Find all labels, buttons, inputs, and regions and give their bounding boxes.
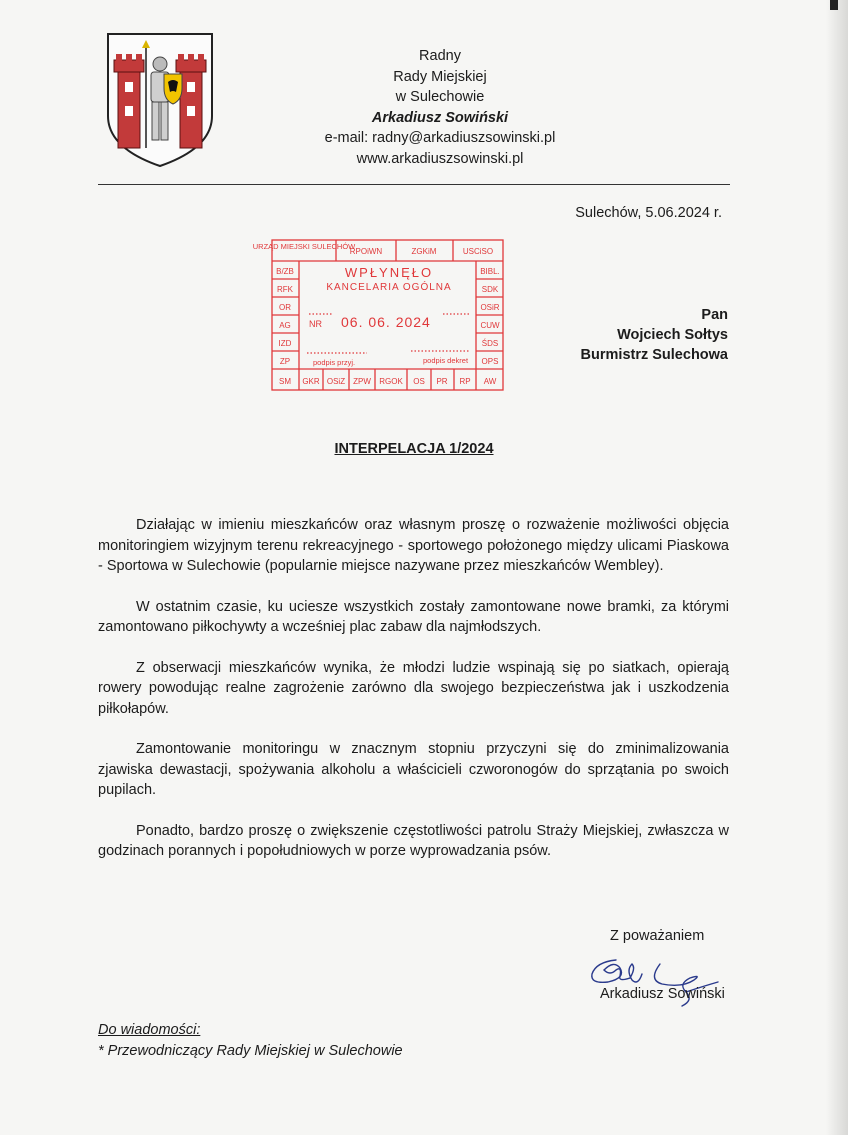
stamp-bottom-cell: OSiZ	[326, 377, 346, 386]
stamp-left-cell: IZD	[278, 339, 292, 348]
addressee-block	[581, 305, 728, 365]
stamp-bottom-cell: ZPW	[353, 377, 371, 386]
cc-item: * Przewodniczący Rady Miejskiej w Sulechowie	[98, 1043, 403, 1059]
letterhead-line-3: w Sulechowie	[395, 89, 485, 105]
received-stamp	[252, 239, 504, 391]
stamp-left-cell: OR	[279, 303, 291, 312]
stamp-bottom-cell: GKR	[302, 377, 320, 386]
stamp-left-cell: AG	[279, 321, 291, 330]
stamp-title: WPŁYNĘŁO	[344, 265, 434, 280]
stamp-left-cell: ZP	[279, 357, 291, 366]
scan-edge-mark	[830, 0, 838, 10]
body-paragraph-3: Z obserwacji mieszkańców wynika, że młodzi ludzie wspinają się po siatkach, opierają rowery powodując realne zagrożenie zarówno dla swojego bezpieczeństwa jak i uszkodzenia piłkołapów.	[98, 659, 729, 717]
letterhead-website: www.arkadiuszsowinski.pl	[356, 150, 524, 167]
stamp-top-cell-2: RPOiWN	[349, 247, 383, 256]
body-paragraph-2: W ostatnim czasie, ku uciesze wszystkich zostały zamontowane nowe bramki, za którymi zamontowano piłkochywty a wcześniej plac zabaw dla najmłodszych.	[98, 598, 729, 635]
letterhead-name: Arkadiusz Sowiński	[371, 109, 509, 126]
stamp-right-cell: OSiR	[480, 303, 500, 312]
letterhead-email: e-mail: radny@arkadiuszsowinski.pl	[324, 130, 556, 146]
cc-label: Do wiadomości:	[98, 1022, 201, 1038]
stamp-nr-label: NR	[309, 319, 322, 329]
stamp-received-date: 06. 06. 2024	[341, 314, 431, 330]
document-title: INTERPELACJA 1/2024	[334, 441, 494, 457]
body-paragraph-4: Zamontowanie monitoringu w znacznym stopniu przyczyni się do zminimalizowania zjawiska dewastacji, spożywania alkoholu a właścicieli czworonogów do sprzątania po swoich pupilach.	[98, 741, 729, 798]
stamp-top-cell-3: ZGKiM	[411, 247, 437, 256]
stamp-bottom-cell: OS	[413, 377, 425, 386]
paper-edge	[826, 0, 848, 1135]
closing-phrase: Z poważaniem	[610, 928, 705, 944]
stamp-right-cell: SDK	[481, 285, 499, 294]
stamp-sign-received: podpis przyj.	[313, 358, 356, 367]
letter-date: Sulechów, 5.06.2024 r.	[575, 205, 722, 221]
coat-of-arms-icon	[104, 30, 216, 170]
letterhead-line-1: Radny	[419, 48, 461, 64]
stamp-sign-decree: podpis dekret	[423, 356, 469, 365]
stamp-right-cell: BIBL.	[480, 267, 500, 276]
body-paragraph-5: Ponadto, bardzo proszę o zwiększenie częstotliwości patrolu Straży Miejskiej, zwłaszcza w godzinach porannych i popołudniowych w porze wyprowadzania psów.	[98, 822, 729, 859]
stamp-bottom-cell: SM	[279, 377, 291, 386]
stamp-bottom-cell: RP	[459, 377, 471, 386]
stamp-right-cell: ŚDS	[481, 339, 499, 348]
stamp-left-cell: RFK	[277, 285, 293, 294]
stamp-top-cell-1: URZĄD MIEJSKI SULECHÓW	[252, 242, 356, 251]
stamp-left-cell: B/ZB	[276, 267, 294, 276]
handwritten-signature-icon	[586, 940, 726, 1018]
stamp-right-cell: OPS	[481, 357, 499, 366]
letterhead	[290, 46, 590, 169]
letterhead-line-2: Rady Miejskiej	[393, 68, 487, 85]
stamp-top-cell-4: USCiSO	[462, 247, 494, 256]
signer-name: Arkadiusz Sowiński	[600, 986, 725, 1002]
stamp-right-cell: CUW	[480, 321, 500, 330]
stamp-subtitle: KANCELARIA OGÓLNA	[326, 282, 452, 293]
letter-body	[98, 515, 729, 882]
addressee-title: Burmistrz Sulechowa	[580, 347, 728, 363]
addressee-salutation: Pan	[701, 307, 728, 323]
stamp-bottom-cell: AW	[483, 377, 497, 386]
stamp-bottom-cell: RGOK	[379, 377, 403, 386]
header-divider	[98, 184, 730, 185]
stamp-bottom-cell: PR	[436, 377, 448, 386]
addressee-name: Wojciech Sołtys	[617, 327, 728, 343]
body-paragraph-1: Działając w imieniu mieszkańców oraz własnym proszę o rozważenie możliwości objęcia monitoringiem wizyjnym terenu rekreacyjnego - sportowego położonego między ulicami Piaskowa - Sportowa w Sulechowie (popularnie miejsce nazywane przez mieszkańców Wembley).	[98, 517, 729, 574]
